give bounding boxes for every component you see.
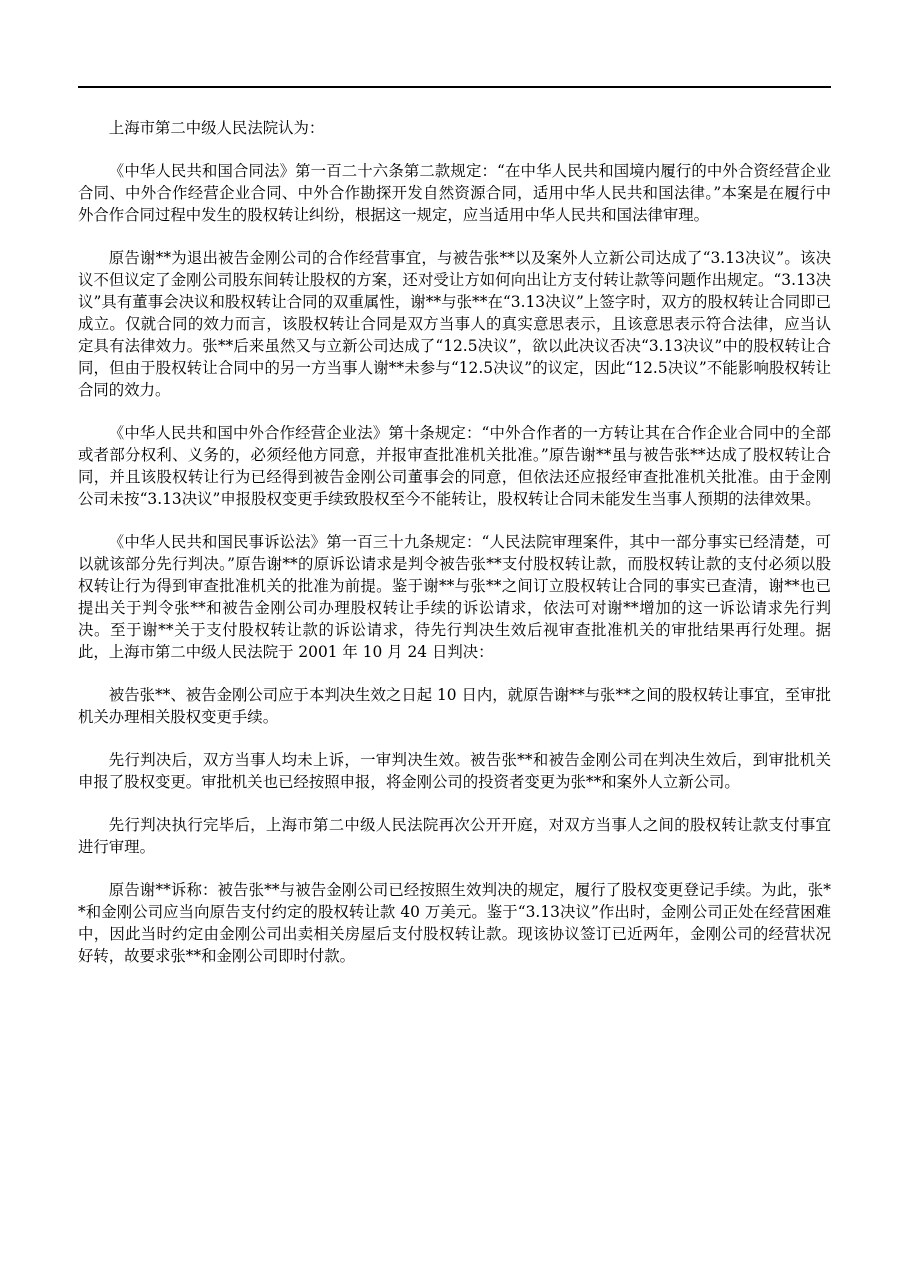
paragraph-civil-procedure-law: 《中华人民共和国民事诉讼法》第一百三十九条规定：“人民法院审理案件，其中一部分事实已经清楚，可以就该部分先行判决。”原告谢**的原诉讼请求是判令被告张**支付股权转让款，而股权转让款的支付必须以股权转让行为得到审查批准机关的批准为前提。鉴于谢**与张**之间订立股权转让合同的事实已查清，谢**也已提出关于判令张**和被告金刚公司办理股权转让手续的诉讼请求，依法可对谢**增加的这一诉讼请求先行判决。至于谢**关于支付股权转让款的诉讼请求，待先行判决生效后视审查批准机关的审批结果再行处理。据此，上海市第二中级人民法院于 2001 年 10 月 24 日判决：	[78, 533, 831, 661]
paragraph-judgment: 被告张**、被告金刚公司应于本判决生效之日起 10 日内，就原告谢**与张**之间的股权转让事宜，至审批机关办理相关股权变更手续。	[78, 686, 831, 726]
paragraph-cooperative-enterprise-law: 《中华人民共和国中外合作经营企业法》第十条规定：“中外合作者的一方转让其在合作企业合同中的全部或者部分权利、义务的，必须经他方同意，并报审查批准机关批准。”原告谢**虽与被告张**达成了股权转让合同，并且该股权转让行为已经得到被告金刚公司董事会的同意，但依法还应报经审查批准机关批准。由于金刚公司未按“3.13决议”申报股权变更手续致股权至今不能转让，股权转让合同未能发生当事人预期的法律效果。	[78, 424, 831, 508]
paragraph-plaintiff-claim: 原告谢**诉称：被告张**与被告金刚公司已经按照生效判决的规定，履行了股权变更登记手续。为此，张**和金刚公司应当向原告支付约定的股权转让款 40 万美元。鉴于“3.13决议”作出时，金刚公司正处在经营困难中，因此当时约定由金刚公司出卖相关房屋后支付股权转让款。现该协议签订已近两年，金刚公司的经营状况好转，故要求张**和金刚公司即时付款。	[78, 881, 831, 965]
paragraph-court-opinion-intro: 上海市第二中级人民法院认为：	[108, 119, 325, 137]
paragraph-after-judgment: 先行判决后，双方当事人均未上诉，一审判决生效。被告张**和被告金刚公司在判决生效后，到审批机关申报了股权变更。审批机关也已经按照申报，将金刚公司的投资者变更为张**和案外人立新公司。	[78, 751, 831, 791]
document-body	[78, 117, 831, 988]
paragraph-retrial: 先行判决执行完毕后，上海市第二中级人民法院再次公开开庭，对双方当事人之间的股权转让款支付事宜进行审理。	[78, 816, 831, 856]
paragraph-313-resolution: 原告谢**为退出被告金刚公司的合作经营事宜，与被告张**以及案外人立新公司达成了“3.13决议”。该决议不但议定了金刚公司股东间转让股权的方案，还对受让方如何向出让方支付转让款等问题作出规定。“3.13决议”具有董事会决议和股权转让合同的双重属性，谢**与张**在“3.13决议”上签字时，双方的股权转让合同即已成立。仅就合同的效力而言，该股权转让合同是双方当事人的真实意思表示，且该意思表示符合法律，应当认定具有法律效力。张**后来虽然又与立新公司达成了“12.5决议”，欲以此决议否决“3.13决议”中的股权转让合同，但由于股权转让合同中的另一方当事人谢**未参与“12.5决议”的议定，因此“12.5决议”不能影响股权转让合同的效力。	[78, 249, 831, 399]
paragraph-contract-law: 《中华人民共和国合同法》第一百二十六条第二款规定：“在中华人民共和国境内履行的中外合资经营企业合同、中外合作经营企业合同、中外合作勘探开发自然资源合同，适用中华人民共和国法律。”本案是在履行中外合作合同过程中发生的股权转让纠纷，根据这一规定，应当适用中华人民共和国法律审理。	[78, 162, 831, 224]
header-rule	[78, 86, 831, 88]
